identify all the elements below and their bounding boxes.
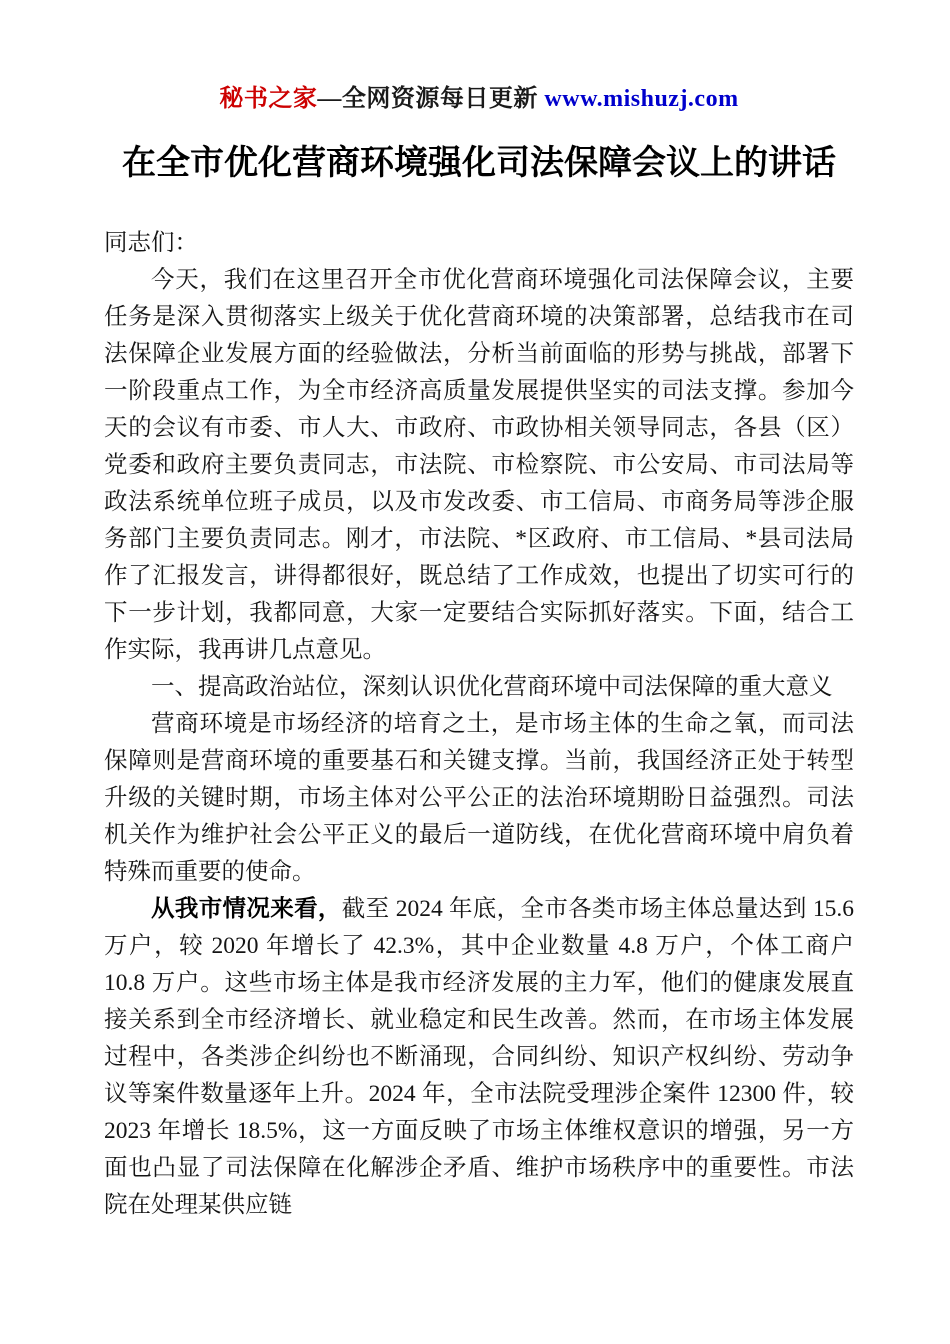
paragraph-opening: 今天，我们在这里召开全市优化营商环境强化司法保障会议，主要任务是深入贯彻落实上级关于优化营商环境的决策部署，总结我市在司法保障企业发展方面的经验做法，分析当前面临的形势与挑战，部署下一阶段重点工作，为全市经济高质量发展提供坚实的司法支撑。参加今天的会议有市委、市人大、市政府、市政协相关领导同志，各县（区）党委和政府主要负责同志，市法院、市检察院、市公安局、市司法局等政法系统单位班子成员，以及市发改委、市工信局、市商务局等涉企服务部门主要负责同志。刚才，市法院、*区政府、市工信局、*县司法局作了汇报发言，讲得都很好，既总结了工作成效，也提出了切实可行的下一步计划，我都同意，大家一定要结合实际抓好落实。下面，结合工作实际，我再讲几点意见。	[104, 267, 854, 663]
paragraph-business-environment: 营商环境是市场经济的培育之土，是市场主体的生命之氧，而司法保障则是营商环境的重要基石和关键支撑。当前，我国经济正处于转型升级的关键时期，市场主体对公平公正的法治环境期盼日益强烈。司法机关作为维护社会公平正义的最后一道防线，在优化营商环境中肩负着特殊而重要的使命。	[104, 711, 854, 885]
paragraph-bold-lead: 从我市情况来看，	[151, 896, 342, 922]
site-header	[104, 78, 854, 113]
salutation: 同志们：	[104, 230, 198, 256]
section-heading-1: 一、提高政治站位，深刻认识优化营商环境中司法保障的重大意义	[151, 674, 833, 700]
site-tagline: —全网资源每日更新	[317, 86, 545, 112]
document-title: 在全市优化营商环境强化司法保障会议上的讲话	[122, 144, 836, 182]
document-body	[104, 225, 854, 1224]
paragraph-text: 截至 2024 年底，全市各类市场主体总量达到 15.6 万户，较 2020 年增长了 42.3%，其中企业数量 4.8 万户，个体工商户 10.8 万户。这些市场主体是我市经济发展的主力军，他们的健康发展直接关系到全市经济增长、就业稳定和民生改善。然而，在市场主体发展过程中，各类涉企纠纷也不断涌现，合同纠纷、知识产权纠纷、劳动争议等案件数量逐年上升。2024 年，全市法院受理涉企案件 12300 件，较 2023 年增长 18.5%，这一方面反映了市场主体维权意识的增强，另一方面也凸显了司法保障在化解涉企矛盾、维护市场秩序中的重要性。市法院在处理某供应链	[104, 896, 855, 1218]
site-brand: 秘书之家	[219, 86, 318, 112]
site-url-link[interactable]: www.mishuzj.com	[544, 86, 739, 112]
paragraph-city-situation	[104, 891, 854, 1224]
